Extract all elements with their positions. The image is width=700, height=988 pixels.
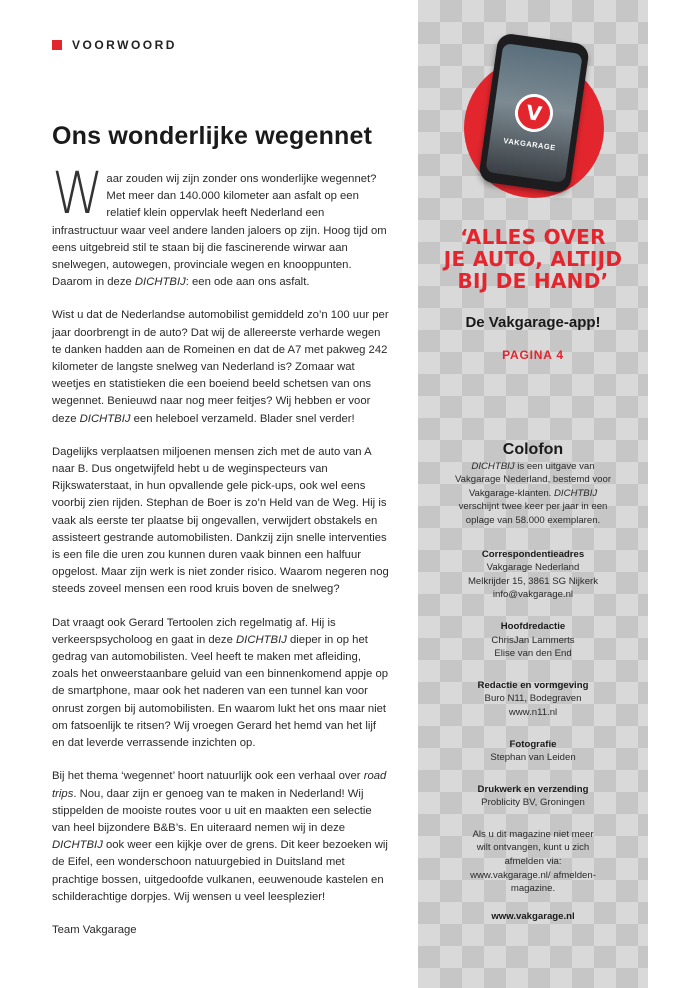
colofon-block-design: Redactie en vormgeving Buro N11, Bodegraven www.n11.nl	[418, 679, 648, 720]
paragraph-1: Waar zouden wij zijn zonder ons wonderlijke wegennet? Met meer dan 140.000 kilometer aan asfalt op een relatief klein oppervlak heeft Nederland een infrastructuur waar veel andere landen jaloers op zijn. Hoog tijd om eens uitgebreid stil te staan bij die fascinerende wirwar aan snelwegen, autowegen, provinciale wegen en knooppunten. Daarom in deze DICHTBIJ: een ode aan ons asfalt.	[52, 160, 387, 289]
drop-cap: W	[52, 160, 104, 228]
n11-link[interactable]: www.n11.nl	[508, 706, 558, 718]
paragraph-2: Wist u dat de Nederlandse automobilist gemiddeld zo’n 100 uur per jaar doorbrengt in de auto? Dat wij de allereerste verharde wegen te danken hadden aan de Romeinen en dat de A7 met pakweg 242 kilometer de langste snelweg van Nederland is? Zomaar wat weetjes en statistieken die een boeiend beeld schetsen van ons wegennet. Benieuwd naar nog meer feitjes? Wij hebben er voor deze DICHTBIJ een heleboel verzameld. Blader snel verder!	[52, 309, 389, 425]
promo-page-ref[interactable]: PAGINA 4	[502, 348, 564, 362]
colofon-intro: DICHTBIJ is een uitgave van Vakgarage Nederland, bestemd voor Vakgarage-klanten. DICHTBIJ verschijnt twee keer per jaar in een oplage van 58.000 exemplaren.	[454, 460, 612, 526]
unsubscribe-text: Als u dit magazine niet meer wilt ontvangen, kunt u zich afmelden via: www.vakgarage.nl/ afmelden-magazine.	[470, 828, 596, 895]
colofon-block-photo: Fotografie Stephan van Leiden	[490, 738, 576, 764]
colofon-block-correspondence: Correspondentieadres Vakgarage Nederland Melkrijder 15, 3861 SG Nijkerk info@vakgarage.nl	[418, 548, 648, 602]
page-margin	[648, 0, 700, 988]
section-label	[52, 38, 177, 52]
colofon-title: Colofon	[502, 441, 564, 458]
paragraph-4: Dat vraagt ook Gerard Tertoolen zich regelmatig af. Hij is verkeerspsycholoog en gaat in deze DICHTBIJ dieper in op het gedrag van automobilisten. Veel heeft te maken met afleiding, zoals het onweerstaanbare geluid van een binnenkomend appje op de smartphone, maar ook het naderen van een tunnel kan voor onrust zorgen bij automobilisten. En waarom lukt het ons maar niet om fatsoenlijk te ritsen? Wij vroegen Gerard het hemd van het lijf en dat leverde verrassende inzichten op.	[52, 616, 389, 750]
promo-app-name: De Vakgarage-app!	[465, 314, 601, 331]
article-body	[52, 160, 390, 955]
section-square-icon	[52, 40, 62, 50]
promo-quote: ‘ALLES OVER JE AUTO, ALTIJD BIJ DE HAND’	[443, 225, 623, 293]
article-title: Ons wonderlijke wegennet	[52, 122, 373, 150]
signature: Team Vakgarage	[52, 923, 137, 936]
website-link[interactable]: www.vakgarage.nl	[491, 910, 575, 922]
colofon-block-print: Drukwerk en verzending Problicity BV, Groningen	[477, 783, 589, 809]
phone-brand: VAKGARAGE	[502, 136, 557, 153]
section-label-text: VOORWOORD	[72, 38, 177, 52]
paragraph-3: Dagelijks verplaatsen miljoenen mensen zich met de auto van A naar B. Dus ongetwijfeld hebt u de weginspecteurs van Rijkswaterstaat, in hun opvallende gele pick-ups, ook wel eens voorbij zien rijden. Stephan de Boer is zo’n Held van de Weg. Hij is vaak als eerste ter plaatse bij ongevallen, verwijdert obstakels en assisteert gestrande automobilisten. Dankzij zijn snelle interventies is een file die uren zou kunnen duren vaak binnen een halfuur opgelost. Maar zijn werk is niet zonder risico. Waarom negeren nog steeds zoveel mensen een rood kruis boven de snelweg?	[52, 445, 389, 596]
vakgarage-logo-icon: V	[513, 92, 556, 135]
phone-screen	[485, 43, 582, 183]
paragraph-5: Bij het thema ‘wegennet’ hoort natuurlijk ook een verhaal over road trips. Nou, daar zijn er genoeg van te maken in Nederland! Wij stippelden de mooiste routes voor u uit en maakten een selectie van heel bijzondere B&B’s. En uiteraard nemen wij in deze DICHTBIJ ook weer een kijkje over de grens. Dit keer bezoeken wij de Eifel, een wonderschoon natuurgebied in Duitsland met prachtige bossen, uitgedoofde vulkanen, eeuwenoude kastelen en schilderachtige dorpjes. Wij wensen u veel leesplezier!	[52, 770, 388, 903]
colofon-block-editors: Hoofdredactie ChrisJan Lammerts Elise van den End	[491, 620, 575, 660]
sidebar	[418, 0, 648, 988]
colofon	[418, 443, 648, 923]
email-link[interactable]: info@vakgarage.nl	[492, 589, 574, 601]
